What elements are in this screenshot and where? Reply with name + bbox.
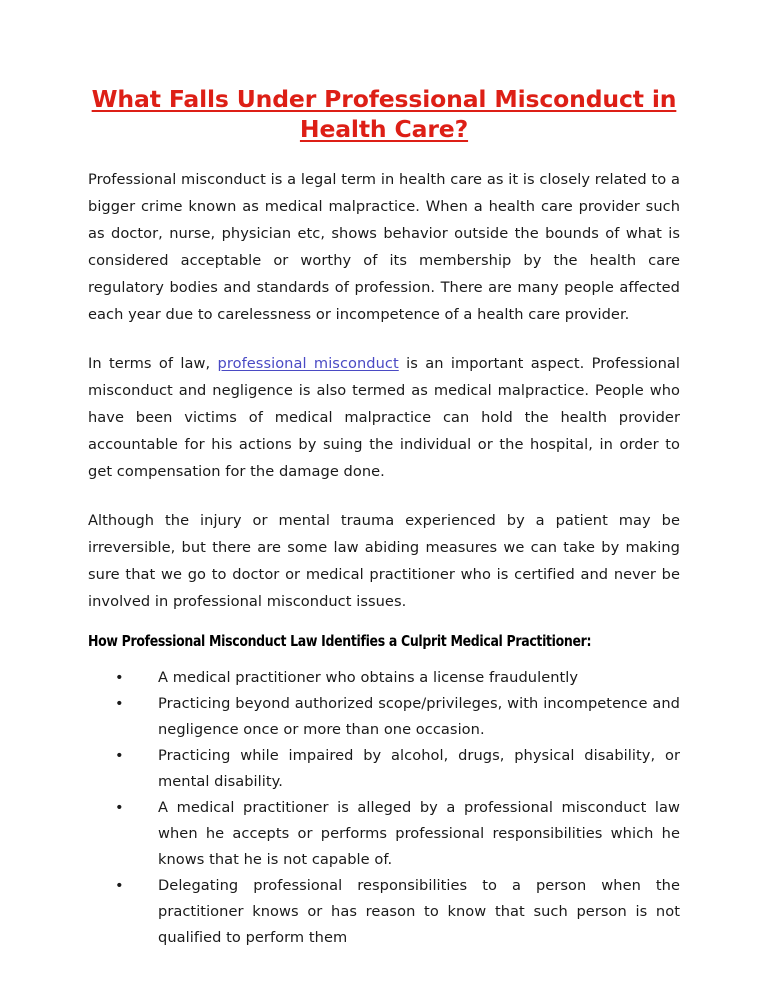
list-item <box>88 795 680 873</box>
paragraph-intro: Professional misconduct is a legal term in health care as it is closely related to a bigger crime known as medical malpractice. When a health care provider such as doctor, nurse, physician etc, shows behavior outside the bounds of what is considered acceptable or worthy of its membership by the health care regulatory bodies and standards of profession. There are many people affected each year due to carelessness or incompetence of a health care provider. <box>88 171 680 323</box>
professional-misconduct-link[interactable]: professional misconduct <box>217 355 399 372</box>
section-heading: How Professional Misconduct Law Identifies a Culprit Medical Practitioner: <box>88 633 592 650</box>
spacer <box>88 615 680 631</box>
list-item <box>88 873 680 951</box>
list-item-text: Practicing beyond authorized scope/privileges, with incompetence and negligence once or more than one occasion. <box>158 695 680 738</box>
list-item <box>88 743 680 795</box>
paragraph-legal-terms-prefix: In terms of law, <box>88 355 218 372</box>
list-item-text: Practicing while impaired by alcohol, drugs, physical disability, or mental disability. <box>158 747 680 790</box>
page-title-line-2: Health Care? <box>299 115 469 143</box>
bullet-icon: • <box>115 669 124 686</box>
bullet-icon: • <box>115 695 124 712</box>
bullet-icon: • <box>115 747 124 764</box>
document-content <box>88 84 680 951</box>
list-item <box>88 691 680 743</box>
misconduct-criteria-list <box>88 665 680 951</box>
paragraph-legal-terms <box>88 350 680 485</box>
page-title-line-1: What Falls Under Professional Misconduct in <box>91 85 677 113</box>
paragraph-remedies: Although the injury or mental trauma experienced by a patient may be irreversible, but there are some law abiding measures we can take by making sure that we go to doctor or medical practitioner who is certified and never be involved in professional misconduct issues. <box>88 512 680 610</box>
page-title <box>88 84 680 144</box>
list-item-text: A medical practitioner is alleged by a professional misconduct law when he accepts or performs professional responsibilities which he knows that he is not capable of. <box>158 799 680 868</box>
list-item-text: Delegating professional responsibilities to a person when the practitioner knows or has reason to know that such person is not qualified to perform them <box>158 877 680 946</box>
paragraph-legal-terms-suffix: is an important aspect. Professional misconduct and negligence is also termed as medical malpractice. People who have been victims of medical malpractice can hold the health provider accountable for his actions by suing the individual or the hospital, in order to get compensation for the damage done. <box>88 355 680 480</box>
list-item-text: A medical practitioner who obtains a license fraudulently <box>158 669 579 686</box>
bullet-icon: • <box>115 877 124 894</box>
bullet-icon: • <box>115 799 124 816</box>
list-item <box>88 665 680 691</box>
